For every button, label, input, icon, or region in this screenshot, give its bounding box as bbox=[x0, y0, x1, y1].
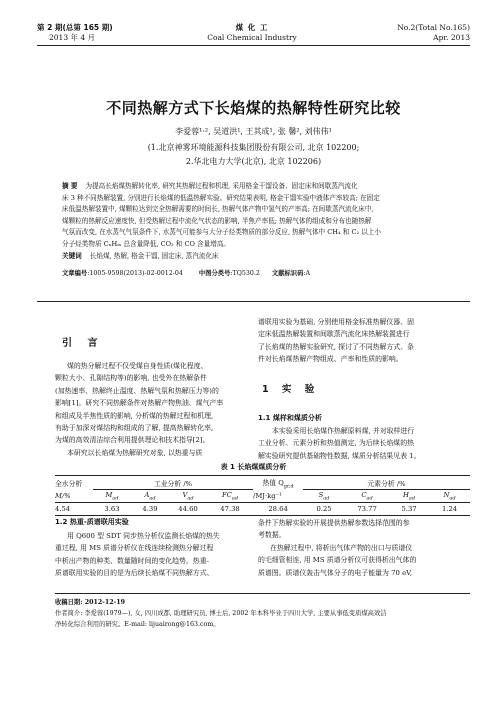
section-1-1-heading: 1.1 煤样和煤质分析 bbox=[258, 414, 322, 422]
cell-had: 5.37 bbox=[401, 505, 417, 513]
col-aad-label: A bbox=[144, 490, 150, 499]
right2-line-2: 工业分析、元素分析和热值测定, 为后续长焰煤的热 bbox=[258, 439, 414, 448]
cell-mad: 3.63 bbox=[104, 505, 120, 513]
intro-line-5: 和组成及半焦性质的影响, 分析煤的热解过程和机理, bbox=[55, 411, 214, 420]
col-cad-label: C bbox=[361, 490, 367, 499]
article-title: 不同热解方式下长焰煤的热解特性研究比较 bbox=[106, 99, 401, 117]
coal-analysis-table bbox=[55, 477, 470, 516]
intro-paragraph bbox=[55, 360, 258, 459]
cell-cad: 73.77 bbox=[357, 505, 377, 513]
bl-line-2: 重过程, 用 MS 质谱分析仪在线连续检测热分解过程 bbox=[55, 544, 214, 553]
abstract-label: 摘 要 bbox=[62, 182, 78, 190]
clc-label: 中图分类号 bbox=[198, 269, 231, 277]
col-sad bbox=[303, 490, 345, 503]
group-calorific-sub: gr,d bbox=[283, 483, 294, 490]
table-sub-header-row bbox=[55, 490, 470, 503]
intro-heading: 引 言 bbox=[62, 338, 104, 349]
abstract-rule bbox=[37, 301, 470, 302]
clc: TQ530.2 bbox=[232, 269, 260, 277]
col-aad bbox=[131, 490, 169, 503]
col-vad-sub: ad bbox=[187, 495, 194, 502]
header-journal bbox=[180, 23, 324, 43]
br-line-5: 质谱图。质谱仪轰击气体分子的电子能量为 70 eV, bbox=[258, 568, 413, 577]
col-nad-sub: ad bbox=[449, 495, 456, 502]
keywords-line bbox=[62, 251, 446, 263]
col-aad-sub: ad bbox=[149, 495, 156, 502]
keywords-label: 关键词 bbox=[62, 252, 82, 260]
table-caption: 表 1 长焰煤煤质分析 bbox=[220, 463, 287, 471]
br-line-2: 考数据。 bbox=[258, 531, 286, 540]
doc-mark-label: 文献标识码 bbox=[271, 269, 304, 277]
header-right bbox=[360, 23, 470, 43]
col-cad-sub: ad bbox=[366, 495, 373, 502]
col-nad-label: N bbox=[443, 490, 450, 499]
header-right-date: Apr. 2013 bbox=[433, 33, 470, 42]
group-calorific bbox=[253, 477, 303, 490]
table-top-rule bbox=[55, 475, 470, 476]
right-line-4: 件对长焰煤热解产物组成、产率和性质的影响。 bbox=[258, 355, 403, 364]
intro-line-4: 影响[1]。研究不同热解条件对热解产物焦油、煤气产率 bbox=[55, 399, 224, 408]
bl-line-4: 质谱联用实验的目的是为后续长焰煤不同热解方式、 bbox=[55, 569, 214, 578]
right-line-2: 定床低温热解装置和间歇蒸汽流化床热解装置进行 bbox=[258, 330, 410, 339]
right-paragraph-1 bbox=[258, 316, 470, 366]
col-mad-sub: ad bbox=[112, 495, 119, 502]
col-sad-sub: ad bbox=[323, 495, 330, 502]
intro-line-1: 煤的热分解过程不仅受煤自身性质(煤化程度、 bbox=[67, 362, 208, 370]
header-right-issue: No.2(Total No.165) bbox=[397, 23, 470, 32]
footnote-rule bbox=[55, 593, 470, 594]
bottom-right-paragraph bbox=[258, 517, 470, 579]
affiliation-1: (1.北京神雾环境能源科技集团股份有限公司, 北京 102200; bbox=[147, 143, 360, 152]
intro-line-6: 有助于加深对煤结构和组成的了解, 提高热解转化率, bbox=[55, 424, 214, 433]
br-line-4: 的毛细管相连, 用 MS 质谱分析仪可获得析出气体的 bbox=[258, 556, 417, 565]
doc-code-label: 文章编号 bbox=[62, 269, 88, 277]
header-journal-en: Coal Chemical Industry bbox=[207, 33, 297, 42]
header-journal-cn: 煤 化 工 bbox=[235, 23, 269, 32]
cell-fcad: 47.38 bbox=[220, 505, 240, 513]
affiliation-2: 2.华北电力大学(北京), 北京 102206) bbox=[185, 157, 322, 166]
group-ultimate: 元素分析 /% bbox=[367, 480, 406, 488]
abstract-line-1 bbox=[62, 181, 446, 193]
header-issue bbox=[37, 23, 157, 43]
bl-line-3: 中析出产物的种类、数量随时间的变化趋势。热重- bbox=[55, 556, 209, 565]
table-row bbox=[55, 503, 470, 516]
table-group-header-row bbox=[55, 477, 470, 490]
br-line-3: 在热解过程中, 将析出气体产物的出口与质谱仪 bbox=[270, 543, 413, 552]
col-fcad-sub: ad bbox=[231, 495, 239, 502]
col-vad-label: V bbox=[182, 490, 188, 499]
cell-aad: 4.39 bbox=[142, 505, 158, 513]
abstract-line-2: 床 3 种不同热解装置, 分别进行长焰煤的低温热解实验。研究结果表明, 格金干馏实验中液体产率较高; 在固定 bbox=[62, 193, 380, 202]
abstract-text-1: 为提高长焰煤热解转化率, 研究其热解过程和机理, 采用格金干馏设备、固定床和间歇蒸汽流化 bbox=[85, 182, 358, 190]
cell-nad: 1.24 bbox=[442, 505, 458, 513]
col-mad-label: M bbox=[105, 490, 113, 499]
right-line-1: 谱联用实验为基础, 分别使用格金标准热解仪器、固 bbox=[258, 318, 414, 326]
header-rule bbox=[37, 45, 470, 46]
abstract-line-4: 煤颗粒的热解反应速度快, 但受热解过程中流化气状态的影响, 半焦产率低; 热解气体的组成和分布也随热解 bbox=[62, 216, 372, 225]
intro-line-2: 颗粒大小、孔隙结构等)的影响, 也受外在热解条件 bbox=[55, 374, 207, 383]
intro-line-7: 为煤的高效清洁综合利用提供理论和技术指导[2]。 bbox=[55, 436, 210, 445]
cell-vad: 44.60 bbox=[178, 505, 198, 513]
authors: 李爱蓉¹·², 吴道洪¹, 王其成¹, 张 馨², 刘伟伟¹ bbox=[175, 127, 332, 136]
cell-calorific: 28.64 bbox=[268, 505, 288, 513]
col-sad-label: S bbox=[318, 490, 324, 499]
section-1-heading: 1 实 验 bbox=[262, 384, 320, 395]
section-1-2-paragraph bbox=[55, 530, 260, 580]
group-moisture: 全水分析 bbox=[55, 480, 83, 489]
author-bio-1: 作者简介: 李爱蓉(1979—), 女, 四川成都, 助理研究员, 博士后, 2002 年本科毕业于四川大学, 主要从事低变质煤高效洁 bbox=[55, 610, 387, 617]
group-calorific-label: 热值 Q bbox=[262, 479, 284, 488]
intro-line-3: (加热速率、热解终止温度、热解气氛和热解压力等)的 bbox=[55, 386, 219, 395]
header-left-date: 2013 年 4 月 bbox=[49, 33, 96, 42]
col-nad bbox=[429, 490, 470, 503]
right2-line-3: 解实验研究提供基础物性数据, 煤质分析结果见表 1。 bbox=[258, 451, 421, 460]
cell-moisture: 4.54 bbox=[55, 505, 71, 513]
br-line-1: 条件下热解实验的开展提供热解参数选择范围的参 bbox=[258, 519, 410, 527]
doc-code: 1005-9598(2013)-02-0012-04 bbox=[89, 269, 183, 277]
cell-sad: 0.25 bbox=[316, 505, 332, 513]
received-date: 收稿日期: 2012-12-19 bbox=[55, 599, 125, 606]
col-cad bbox=[345, 490, 389, 503]
right-paragraph-2 bbox=[258, 425, 470, 462]
col-fcad-label: FC bbox=[221, 490, 232, 499]
keywords: 长焰煤, 热解, 格金干馏, 固定床, 蒸汽流化床 bbox=[89, 252, 219, 260]
right-line-3: 了长焰煤的热解实验研究, 探讨了不同热解方式、条 bbox=[258, 342, 414, 351]
abstract bbox=[62, 181, 446, 279]
doc-mark: A bbox=[305, 269, 311, 277]
doc-meta-line: 文章编号:1005-9598(2013)-02-0012-04 中图分类号:TQ530.2 文献标识码:A bbox=[62, 269, 311, 277]
author-bio-2: 净转化综合利用的研究。E-mail: lijuairong@163.com。 bbox=[55, 621, 220, 628]
footnote bbox=[55, 597, 470, 630]
group-proximate: 工业分析 /% bbox=[153, 480, 193, 488]
header-left-issue: 第 2 期(总第 165 期) bbox=[37, 23, 113, 32]
col-had-sub: ad bbox=[408, 495, 416, 502]
col-vad bbox=[169, 490, 207, 503]
abstract-line-6: 分子烃类物质 CₙHₘ 总含量降低, CO₂ 和 CO 含量增高。 bbox=[62, 239, 231, 248]
abstract-line-5: 气氛而改变, 在水蒸气气氛条件下, 水蒸气可能参与大分子烃类物质的部分反应, 热解气体中 CH₄ 和 C₂ 以上小 bbox=[62, 228, 382, 236]
right2-line-1: 本实验采用长焰煤作热解原料煤, 并对取样进行 bbox=[272, 427, 415, 435]
calorific-unit: /MJ·kg⁻¹ bbox=[253, 491, 282, 500]
moisture-unit: M/% bbox=[55, 491, 71, 500]
bl-line-1: 用 Q600 型 SDT 同步热分析仪监测长焰煤的热失 bbox=[67, 532, 220, 540]
col-had bbox=[389, 490, 429, 503]
section-1-2-heading: 1.2 热重-质谱联用实验 bbox=[55, 518, 129, 526]
abstract-line-3: 床低温热解装置中, 煤颗粒达到完全热解需要的时间长, 热解气体产物中氢气的产率高; 在间歇蒸汽流化床中, bbox=[62, 205, 374, 213]
col-had-label: H bbox=[402, 490, 409, 499]
intro-line-8: 本研究以长焰煤为热解研究对象, 以热重与质 bbox=[67, 448, 203, 457]
col-fcad bbox=[207, 490, 253, 503]
col-mad bbox=[93, 490, 131, 503]
